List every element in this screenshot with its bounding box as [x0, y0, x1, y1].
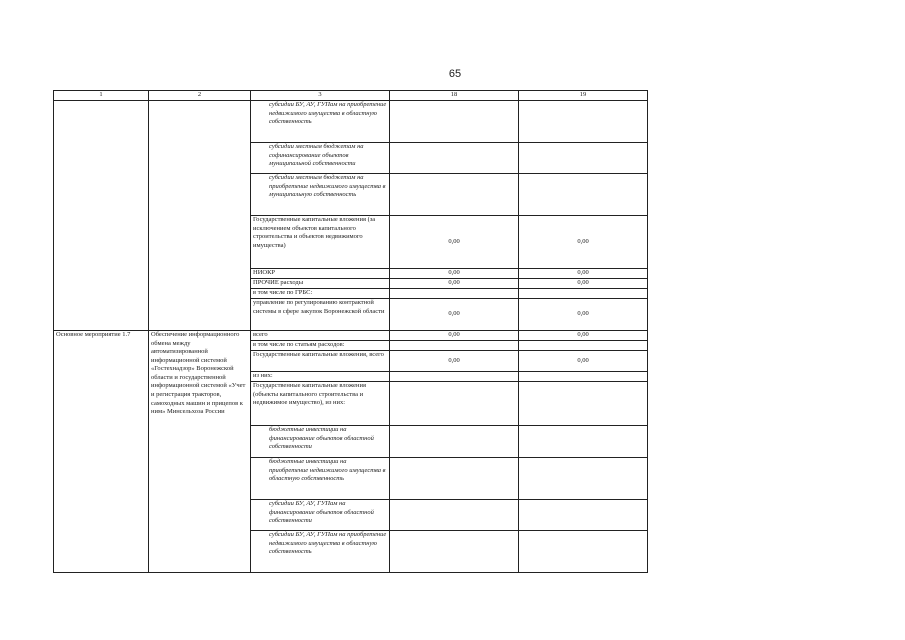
- value-col18: [390, 458, 519, 500]
- table-header-row: [54, 91, 648, 101]
- value-col18: [390, 341, 519, 351]
- row-label: субсидии БУ, АУ, ГУПам на приобретение недвижимого имущества в областную собственность: [251, 101, 390, 143]
- value-col18: [390, 382, 519, 426]
- measure-name-cell: Основное мероприятие 1.7: [54, 331, 149, 573]
- group1-col2-cell: [149, 101, 251, 331]
- value-col19: 0,00: [519, 279, 648, 289]
- row-label: Государственные капитальные вложения, всего: [251, 351, 390, 372]
- value-col18: 0,00: [390, 299, 519, 331]
- value-col19: [519, 143, 648, 174]
- table-row: [54, 331, 648, 341]
- row-label: ПРОЧИЕ расходы: [251, 279, 390, 289]
- value-col19: [519, 531, 648, 573]
- row-label: Государственные капитальные вложения (объекты капитального строительства и недвижимое имущество), из них:: [251, 382, 390, 426]
- value-col19: [519, 382, 648, 426]
- value-col18: 0,00: [390, 216, 519, 269]
- header-col-1: 1: [54, 91, 149, 101]
- row-label: субсидии местным бюджетам на приобретение недвижимого имущества в муниципальную собственность: [251, 174, 390, 216]
- value-col18: [390, 289, 519, 299]
- value-col19: [519, 372, 648, 382]
- group1-col1-cell: [54, 101, 149, 331]
- budget-table: [53, 90, 648, 573]
- row-label: в том числе по ГРБС:: [251, 289, 390, 299]
- value-col18: 0,00: [390, 351, 519, 372]
- value-col18: [390, 143, 519, 174]
- row-label: субсидии БУ, АУ, ГУПам на приобретение недвижимого имущества в областную собственность: [251, 531, 390, 573]
- row-label: бюджетные инвестиции на приобретение недвижимого имущества в областную собственность: [251, 458, 390, 500]
- row-label: всего: [251, 331, 390, 341]
- page-number: 65: [448, 68, 462, 80]
- row-label: субсидии БУ, АУ, ГУПам на финансирование объектов областной собственности: [251, 500, 390, 531]
- value-col18: 0,00: [390, 269, 519, 279]
- header-col-18: 18: [390, 91, 519, 101]
- row-label: в том числе по статьям расходов:: [251, 341, 390, 351]
- row-label: субсидии местным бюджетам на софинансирование объектов муниципальной собственности: [251, 143, 390, 174]
- value-col18: [390, 531, 519, 573]
- value-col19: [519, 426, 648, 458]
- value-col19: [519, 458, 648, 500]
- value-col19: 0,00: [519, 299, 648, 331]
- value-col18: 0,00: [390, 331, 519, 341]
- header-col-2: 2: [149, 91, 251, 101]
- value-col18: [390, 101, 519, 143]
- value-col19: 0,00: [519, 351, 648, 372]
- table-row: [54, 101, 648, 143]
- value-col19: 0,00: [519, 269, 648, 279]
- value-col19: [519, 174, 648, 216]
- value-col19: [519, 101, 648, 143]
- value-col19: [519, 289, 648, 299]
- value-col18: [390, 372, 519, 382]
- value-col18: [390, 426, 519, 458]
- value-col19: [519, 500, 648, 531]
- value-col18: 0,00: [390, 279, 519, 289]
- value-col19: 0,00: [519, 331, 648, 341]
- value-col18: [390, 500, 519, 531]
- row-label: из них:: [251, 372, 390, 382]
- row-label: Государственные капитальные вложения (за исключением объектов капитального строительства и объектов недвижимого имущества): [251, 216, 390, 269]
- header-col-19: 19: [519, 91, 648, 101]
- row-label: НИОКР: [251, 269, 390, 279]
- row-label: управление по регулированию контрактной системы в сфере закупок Воронежской области: [251, 299, 390, 331]
- row-label: бюджетные инвестиции на финансирование объектов областной собственности: [251, 426, 390, 458]
- header-col-3: 3: [251, 91, 390, 101]
- value-col19: [519, 341, 648, 351]
- measure-description-cell: Обеспечение информационного обмена между автоматизированной информационной системой «Гостехнадзор» Воронежской области и государственной информационной системой «Учет и регистрация тракторов, самоходных машин и прицепов к ним» Минсельхоза России: [149, 331, 251, 573]
- value-col19: 0,00: [519, 216, 648, 269]
- value-col18: [390, 174, 519, 216]
